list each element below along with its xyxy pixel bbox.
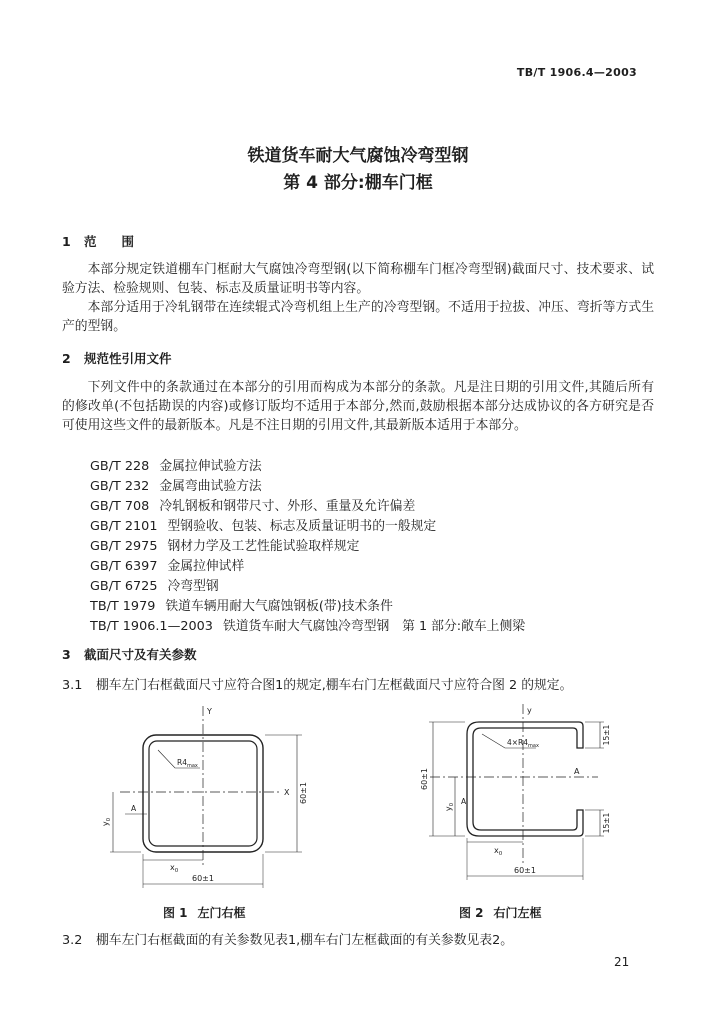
clause-3-1-number: 3.1	[62, 678, 83, 693]
reference-code: GB/T 6397	[90, 559, 158, 574]
section-2-heading	[62, 349, 172, 367]
reference-code: GB/T 228	[90, 459, 150, 474]
figure-1-x-axis-label: X	[284, 788, 290, 797]
figure-2-width-dim-label: 60±1	[514, 866, 536, 875]
figure-1-point-a-label: A	[131, 804, 137, 813]
figure-1-y-axis-label: Y	[207, 707, 212, 716]
figure-2-y0-label	[444, 802, 455, 811]
page-number: 21	[614, 955, 630, 969]
figure-2-point-a-label: A	[461, 797, 467, 806]
reference-item	[90, 557, 654, 577]
reference-title: 钢材力学及工艺性能试验取样规定	[167, 539, 360, 554]
figure-1-height-dim-label: 60±1	[299, 782, 308, 804]
figure-2-caption-text: 右门左框	[493, 906, 542, 920]
figure-2-x-axis-label: A	[574, 767, 580, 776]
clause-3-1-text: 棚车左门右框截面尺寸应符合图1的规定,棚车右门左框截面尺寸应符合图 2 的规定。	[96, 678, 573, 693]
figure-1-caption-text: 左门右框	[197, 906, 246, 920]
reference-item	[90, 477, 654, 497]
figure-2-caption	[459, 904, 542, 921]
section-2-body	[62, 378, 654, 435]
figure-2-lip-top-dim-label: 15±1	[602, 724, 611, 746]
figure-1-radius-main: R4	[177, 758, 187, 767]
reference-list	[90, 457, 654, 637]
title-main: 铁道货车耐大气腐蚀冷弯型钢	[247, 146, 469, 166]
standard-code-header: TB/T 1906.4—2003	[516, 66, 637, 79]
section-1-paragraph-1: 本部分规定铁道棚车门框耐大气腐蚀冷弯型钢(以下简称棚车门框冷弯型钢)截面尺寸、技术要求、试验方法、检验规则、包装、标志及质量证明书等内容。	[62, 262, 654, 296]
figure-1-width-dim-label: 60±1	[192, 874, 214, 883]
clause-3-2-number: 3.2	[62, 933, 83, 948]
figure-1-y0-label	[101, 817, 112, 826]
reference-code: GB/T 708	[90, 499, 150, 514]
figure-2-y-axis-label: y	[527, 706, 532, 715]
figure-2-y0-sub: 0	[449, 802, 455, 807]
reference-item	[90, 597, 654, 617]
clause-3-2-text: 棚车左门右框截面的有关参数见表1,棚车右门左框截面的有关参数见表2。	[96, 933, 514, 948]
section-2-number: 2	[62, 351, 71, 366]
figure-1-y0-main: y	[101, 821, 110, 827]
section-figures	[0, 700, 716, 900]
reference-code: GB/T 2101	[90, 519, 158, 534]
figure-2-drawing	[429, 704, 604, 880]
reference-title: 铁道货车耐大气腐蚀冷弯型钢 第 1 部分:敞车上侧梁	[222, 619, 526, 634]
figure-2-height-dim-label: 60±1	[420, 768, 429, 790]
figure-1-x0-main: x	[170, 863, 175, 872]
figure-2-radius-sub: max	[528, 743, 539, 749]
reference-item	[90, 537, 654, 557]
reference-title: 金属弯曲试验方法	[159, 479, 262, 494]
figure-2-caption-label: 图 2	[459, 906, 484, 920]
reference-title: 冷轧钢板和钢带尺寸、外形、重量及允许偏差	[159, 499, 416, 514]
section-3-heading	[62, 645, 197, 663]
reference-title: 金属拉伸试验方法	[159, 459, 262, 474]
reference-code: GB/T 2975	[90, 539, 158, 554]
section-1-paragraph-2: 本部分适用于冷轧钢带在连续辊式冷弯机组上生产的冷弯型钢。不适用于拉拔、冲压、弯折等方式生产的型钢。	[62, 300, 654, 334]
document-title	[0, 143, 716, 197]
figure-2-x0-main: x	[494, 846, 499, 855]
figure-1-x0-sub: 0	[174, 868, 179, 874]
section-2-paragraph: 下列文件中的条款通过在本部分的引用而构成为本部分的条款。凡是注日期的引用文件,其随后所有的修改单(不包括勘误的内容)或修订版均不适用于本部分,然而,鼓励根据本部分达成协议的各方研究是否可使用这些文件的最新版本。凡是不注日期的引用文件,其最新版本适用于本部分。	[62, 380, 654, 433]
figure-1-x0-label	[170, 863, 179, 874]
reference-item	[90, 497, 654, 517]
figure-1-y0-sub: 0	[106, 817, 112, 822]
figure-1-drawing	[110, 706, 302, 888]
figure-1-radius-label	[177, 758, 198, 769]
reference-item	[90, 617, 654, 637]
figure-1-caption-label: 图 1	[163, 906, 188, 920]
section-1-body	[62, 260, 654, 336]
figure-1-caption	[163, 904, 246, 921]
title-sub: 第 4 部分:棚车门框	[283, 173, 433, 193]
figure-2-radius-main: 4×R4	[507, 738, 529, 747]
clause-3-2	[62, 931, 654, 950]
reference-title: 冷弯型钢	[167, 579, 219, 594]
reference-item	[90, 457, 654, 477]
section-1-heading	[62, 232, 134, 250]
reference-code: GB/T 232	[90, 479, 150, 494]
reference-code: TB/T 1906.1—2003	[90, 619, 213, 634]
section-1-number: 1	[62, 234, 71, 249]
clause-3-1	[62, 676, 654, 695]
reference-title: 型钢验收、包装、标志及质量证明书的一般规定	[167, 519, 437, 534]
figure-1-radius-sub: max	[186, 763, 198, 769]
section-3-number: 3	[62, 647, 71, 662]
reference-code: GB/T 6725	[90, 579, 158, 594]
reference-title: 铁道车辆用耐大气腐蚀钢板(带)技术条件	[165, 599, 393, 614]
figure-2-x0-sub: 0	[498, 851, 503, 857]
reference-code: TB/T 1979	[90, 599, 156, 614]
section-2-title: 规范性引用文件	[84, 351, 172, 366]
figure-2-lip-bottom-dim-label: 15±1	[602, 812, 611, 834]
reference-item	[90, 577, 654, 597]
figure-2-x0-label	[494, 846, 503, 857]
figure-2-y0-main: y	[444, 806, 453, 812]
section-3-title: 截面尺寸及有关参数	[84, 647, 197, 662]
reference-item	[90, 517, 654, 537]
section-1-title: 范 围	[84, 234, 135, 249]
reference-title: 金属拉伸试样	[167, 559, 245, 574]
